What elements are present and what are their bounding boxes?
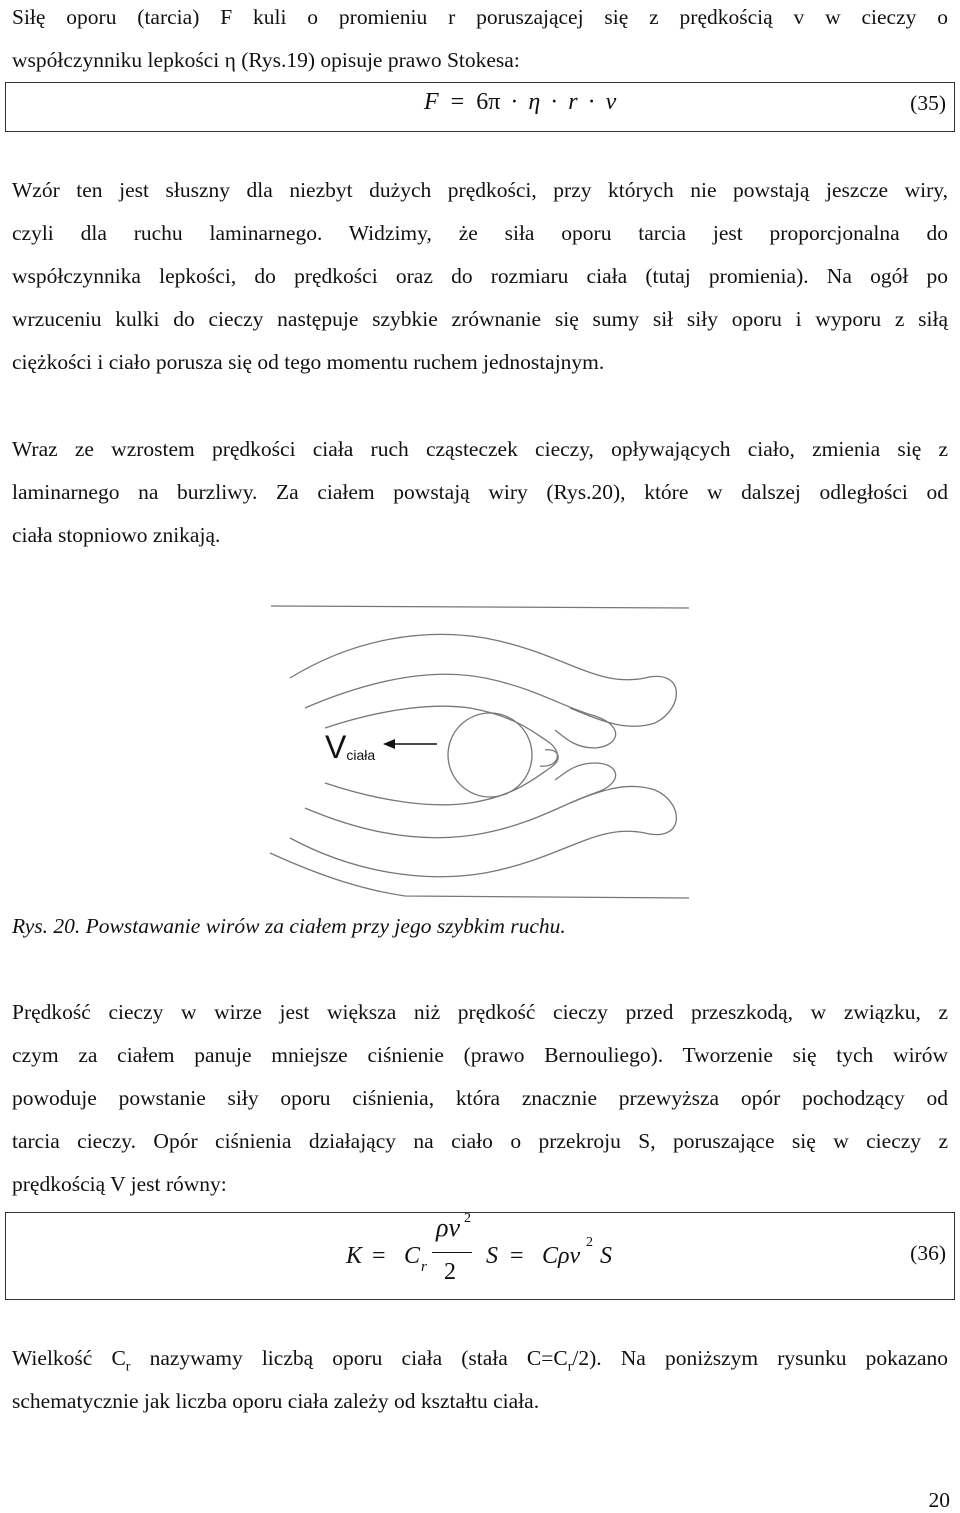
streamline-bottom xyxy=(270,853,689,898)
text-line: Wraz ze wzrostem prędkości ciała ruch cząsteczek cieczy, opływających ciało, zmienia się z xyxy=(12,437,948,461)
text-line: ciężkości i ciało porusza się od tego momentu ruchem jednostajnym. xyxy=(12,350,605,374)
text-line: powoduje powstanie siły oporu ciśnienia, która znacznie przewyższa opór pochodzący od xyxy=(12,1086,948,1110)
text-line: współczynniku lepkości η (Rys.19) opisuje prawo Stokesa: xyxy=(12,48,520,72)
page-number: 20 xyxy=(928,1488,950,1512)
equation-35: F = 6π · η · r · v xyxy=(424,89,617,115)
text-line: czyli dla ruchu laminarnego. Widzimy, że siła oporu tarcia jest proporcjonalna do xyxy=(12,221,948,245)
equation-36-number: (36) xyxy=(910,1241,946,1265)
text-line: Wzór ten jest słuszny dla niezbyt dużych prędkości, przy których nie powstają jeszcze wiry, xyxy=(12,178,948,202)
text-line: Prędkość cieczy w wirze jest większa niż prędkość cieczy przed przeszkodą, w związku, z xyxy=(12,1000,948,1024)
text-line: czym za ciałem panuje mniejsze ciśnienie (prawo Bernouliego). Tworzenie się tych wirów xyxy=(12,1043,948,1067)
text-line: ciała stopniowo znikają. xyxy=(12,523,221,547)
text-line: laminarnego na burzliwy. Za ciałem powstają wiry (Rys.20), które w dalszej odległości od xyxy=(12,480,948,504)
equation-35-number: (35) xyxy=(910,91,946,115)
streamline-upper-2 xyxy=(305,674,616,748)
text-line: schematycznie jak liczba oporu ciała zależy od kształtu ciała. xyxy=(12,1389,540,1413)
figure-caption: Rys. 20. Powstawanie wirów za ciałem przy jego szybkim ruchu. xyxy=(12,914,566,938)
streamline-top-straight xyxy=(271,606,689,608)
text-line: wrzuceniu kulki do cieczy następuje szybkie zrównanie się sumy sił siły oporu i wyporu z siłą xyxy=(12,307,948,331)
equation-36: K = C r ρv 2 2 S = Cρv 2 S xyxy=(346,1211,612,1285)
paragraph-turbulent xyxy=(12,428,948,557)
paragraph-pressure-drag xyxy=(12,991,948,1206)
velocity-label: Vciała xyxy=(325,729,376,765)
text-line: prędkością V jest równy: xyxy=(12,1172,227,1196)
text-line: Wielkość $C_r$ nazywamy liczbą oporu ciała (stała $C=C_r/2$). Na poniższym rysunku pokazano xyxy=(12,1346,949,1375)
text-line: tarcia cieczy. Opór ciśnienia działający na ciało o przekroju S, poruszające się w cieczy z xyxy=(12,1129,948,1153)
paragraph-stokes-intro xyxy=(12,0,948,82)
equation-36-box xyxy=(5,1212,955,1300)
velocity-arrow xyxy=(383,739,437,749)
sphere-body xyxy=(448,713,532,797)
text-line: Siłę oporu (tarcia) F kuli o promieniu r poruszającej się z prędkością v w cieczy o xyxy=(12,5,948,29)
streamline-upper-1 xyxy=(290,634,676,726)
paragraph-laminar xyxy=(12,169,948,384)
streamline-lower-2 xyxy=(305,763,616,838)
figure-vortices xyxy=(265,598,695,903)
equation-35-box xyxy=(5,82,955,132)
paragraph-drag-coefficient xyxy=(12,1337,948,1423)
text-line: współczynnika lepkości, do prędkości oraz do rozmiaru ciała (tutaj promienia). Na ogół po xyxy=(12,264,948,288)
